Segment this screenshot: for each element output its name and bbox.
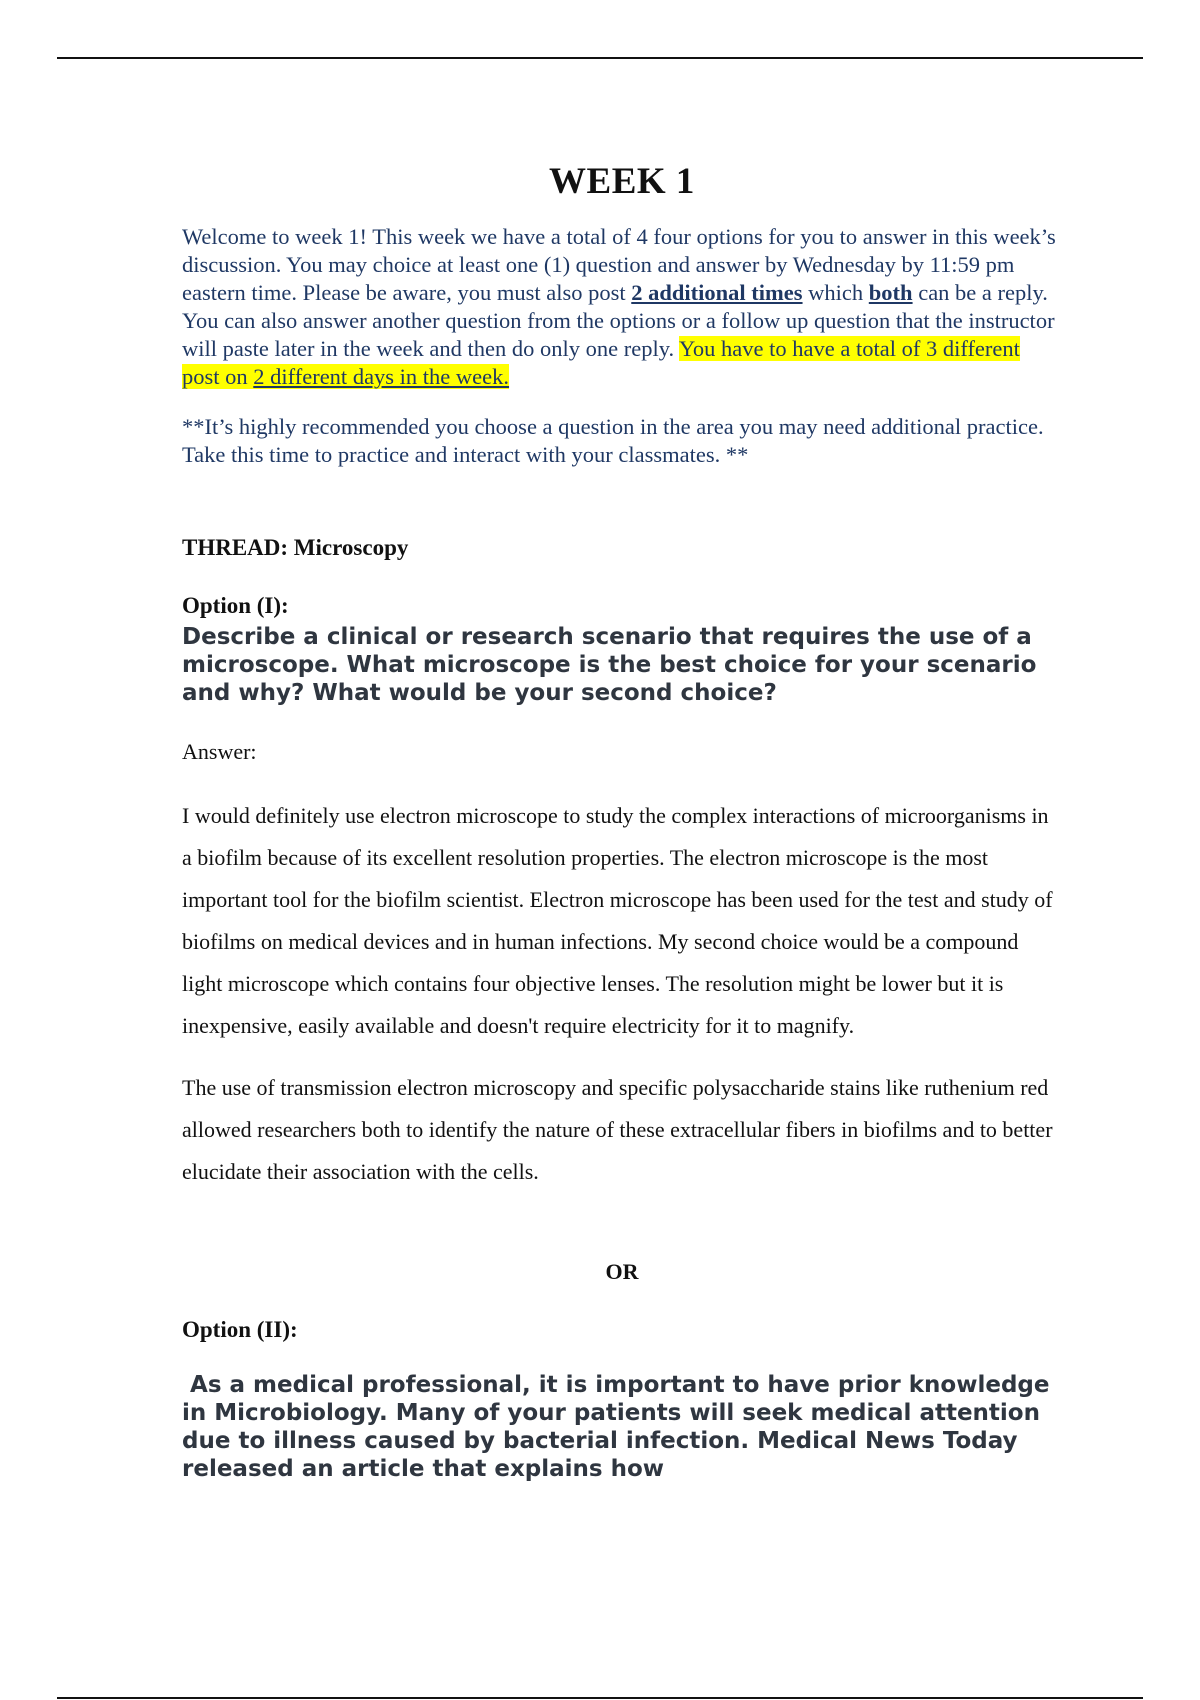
header-rule [57,57,1143,59]
or-separator: OR [605,1259,639,1284]
document-body [182,160,1062,1483]
option-2-question: As a medical professional, it is important to have prior knowledge in Microbiology. Many of your patients will seek medical attention due to illness caused by bacterial infection. Medical News Today released an article that explains how [182,1372,1058,1482]
intro-emphasis-additional-times: 2 additional times [631,280,803,305]
option-2-label: Option (II): [182,1317,298,1342]
recommendation-note: **It’s highly recommended you choose a question in the area you may need additional practice. Take this time to practice and interact with your classmates. ** [182,414,1044,467]
option-1-question: Describe a clinical or research scenario that requires the use of a microscope. What microscope is the best choice for your scenario and why? What would be your second choice? [182,624,1037,706]
page-title: WEEK 1 [549,161,695,202]
intro-paragraph [182,223,1062,391]
intro-highlight-different-days: 2 different days in the week. [253,364,510,389]
option-1-label: Option (I): [182,593,289,618]
intro-text-1: Welcome to week 1! This week we have a total of 4 four options for you to answer in this week’s discussion. You may choice at least one (1) question and answer by Wednesday by 11:59 pm eastern time. Please be aware, you must also post [182,224,1056,305]
answer-paragraph-1: I would definitely use electron microscope to study the complex interactions of microorganisms in a biofilm because of its excellent resolution properties. The electron microscope is the most important tool for the biofilm scientist. Electron microscope has been used for the test and study of biofilms on medical devices and in human infections. My second choice would be a compound light microscope which contains four objective lenses. The resolution might be lower but it is inexpensive, easily available and doesn't require electricity for it to magnify. [182,803,1053,1038]
answer-paragraph-2: The use of transmission electron microscopy and specific polysaccharide stains like ruthenium red allowed researchers both to identify the nature of these extracellular fibers in biofilms and to better elucidate their association with the cells. [182,1075,1053,1184]
footer-rule [57,1697,1143,1699]
answer-label: Answer: [182,739,257,764]
intro-emphasis-both: both [868,280,913,305]
intro-text-3: can be a reply. You can also answer another question from the options or a follow up question that the instructor will paste later in the week and then do only one reply. [182,280,1055,361]
intro-highlight-total-posts: You have to have a total of 3 different post on [182,336,1020,389]
thread-heading: THREAD: Microscopy [182,535,409,560]
intro-text-2: which [802,280,869,305]
